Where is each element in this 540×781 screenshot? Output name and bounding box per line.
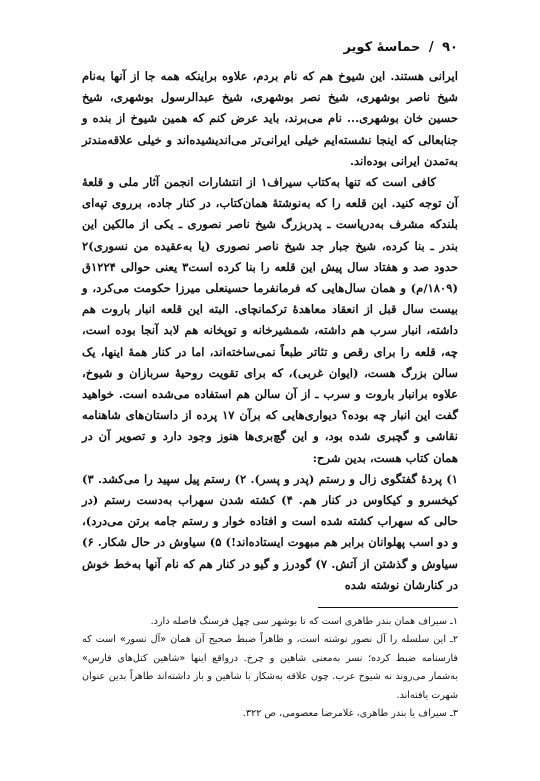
footnote-3: ۳ـ سیراف یا بندر طاهری، غلامرضا معصومی، ص ۳۲۲. <box>242 708 458 720</box>
paragraph-siraf-castle: کافی است که تنها به‌کتاب سیراف۱ از انتشارات انجمن آثار ملی و قلعهٔ آن توجه کنید. این قلعه را که به‌نوشتهٔ همان‌کتاب، در کنار جاده، برروی تپه‌ای بلندکه مشرف به‌درياست ـ پدربزرگ شیخ ناصر نصوری ـ یکی از مالکین این بندر ـ بنا کرده، شیخ جبار جد شیخ ناصر نصوری (یا به‌عقیده من نسوری)۲ حدود صد و هفتاد سال پیش این قلعه را بنا کرده است۳ یعنی حوالی ۱۲۲۴ق (۱۸۰۹/م) و همان سال‌هایی که فرمانفرما حسینعلی میرزا حکومت می‌کرد، و بیست سال قبل از انعقاد معاهدهٔ ترکمانچای. البته این قلعه انبار باروت هم داشته، انبار سرب هم داشته، شمشیرخانه و توپخانه هم لابد آنجا بوده است، چه، قلعه را برای رقص و تئاتر طبعاً نمی‌ساخته‌اند، اما در کنار همهٔ اینها، یک سالن بزرگ هست، (ایوان غربی)، که برای تقویت روحیهٔ سربازان و شیوخ، علاوه برانبار باروت و سرب ـ از آن سالن هم استفاده می‌شده است. خواهید گفت این انبار چه بوده؟ دیواری‌هایی که برآن ۱۷ پرده از داستان‌های شاهنامه نقاشی و گچبری شده بود، و این گچ‌بری‌ها هنوز وجود دارد و تصویر آن در همان کتاب هست، بدین شرح: <box>82 175 458 465</box>
footnote-divider <box>318 607 458 608</box>
running-header <box>82 40 458 55</box>
paragraph-shiukh: ایرانی هستند. این شیوخ هم که نام بردم، علاوه براینکه همه جا از آنها به‌نام شیخ ناصر بوشهری، شیخ نصر بوشهری، شیخ عبدالرسول بوشهری، شیخ حسین خان بوشهری... نام می‌برند، باید عرض کنم که همین شیوخ از بنده و جنابعالی که اینجا نشسته‌ایم خیلی ایرانی‌تر می‌اندیشیده‌اند و خیلی علاقه‌مندتر به‌تمدن ایرانی بوده‌اند. <box>82 69 458 168</box>
page-number: ۹۰ <box>442 40 458 55</box>
footnote-1: ۱ـ سیراف همان بندر طاهری است که تا بوشهر سی چهل فرسنگ فاصله دارد. <box>150 616 458 627</box>
book-title: حماسهٔ کویر <box>343 40 421 55</box>
header-separator: / <box>428 40 434 55</box>
footnotes <box>82 613 458 723</box>
paragraph-painting-list: ۱) پردهٔ گفتگوی زال و رستم (پدر و پسر). ۲) رستم پیل سپید را می‌کشد. ۳) کیخسرو و کیکاوس در کنار هم. ۴) کشته شدن سهراب به‌دست رستم (در حالی که سهراب کشته شده است و افتاده خوار و رستم جامه برتن می‌درد)، و دو اسب پهلوانان برابر هم مبهوت ایستاده‌اند!) ۵) سیاوش در حال شکار. ۶) سیاوش و گذشتن از آتش. ۷) گودرز و گیو در کنار هم که نام آنها به‌خط خوش در کنارشان نوشته شده <box>82 471 458 592</box>
main-text <box>82 66 458 596</box>
footnote-2: ۲ـ این سلسله را آل نصور نوشته است، و ظاهراً ضبط صحیح آن همان «آل نسور» است که فارسنامه ضبط کرده؛ نسر به‌معنی شاهین و چرخ. درواقع اینها «شاهین کتل‌های فارس» به‌شمار می‌روند نه شیوخ عرب. چون علاقه به‌شکار با شاهین و باز داشته‌اند طاهراً بدین عنوان شهرت یافته‌اند. <box>82 634 458 701</box>
